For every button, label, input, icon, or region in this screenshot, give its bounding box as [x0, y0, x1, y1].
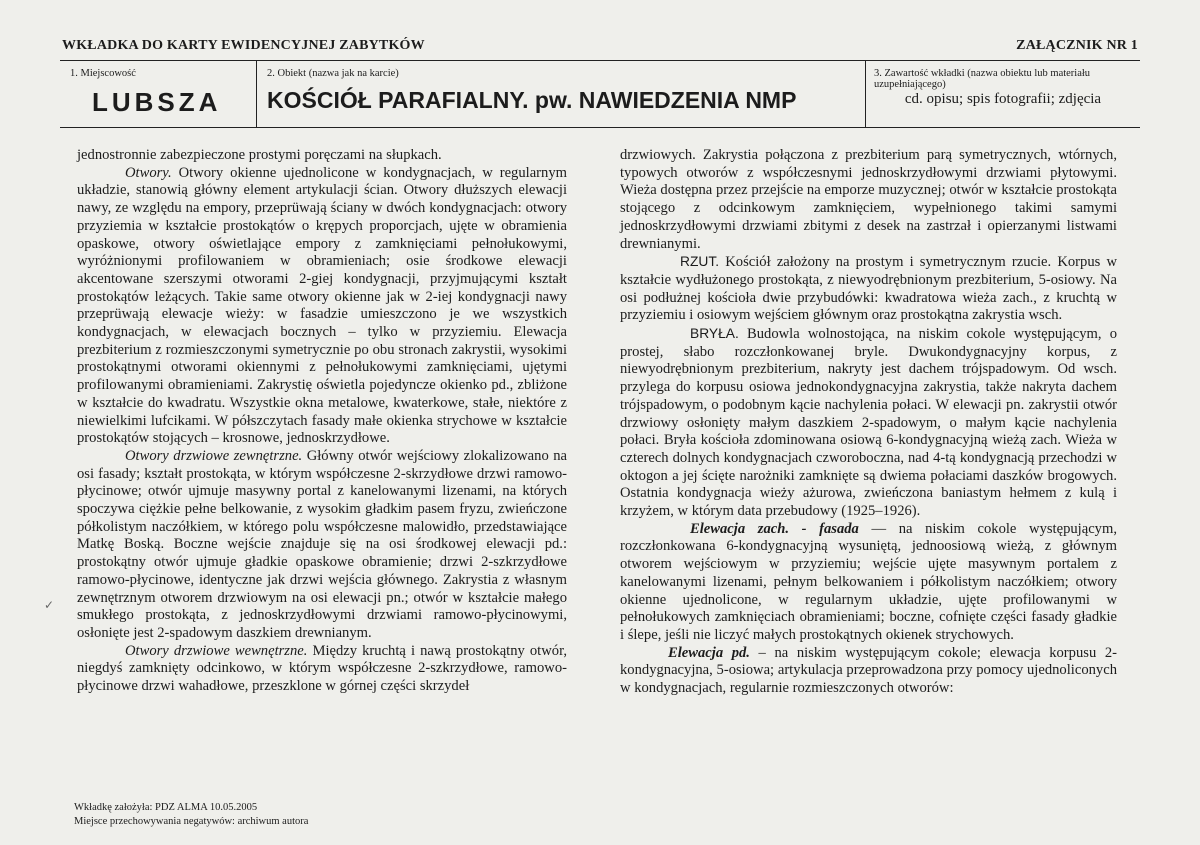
heading-west-facade: Elewacja zach. - fasada — [690, 520, 859, 537]
footer-author: Wkładkę założyła: PDZ ALMA 10.05.2005 — [74, 802, 258, 813]
heading-south-facade: Elewacja pd. — [668, 644, 750, 661]
heading-interior-doors: Otwory drzwiowe wewnętrzne. — [125, 642, 308, 659]
heading-exterior-doors: Otwory drzwiowe zewnętrzne. — [125, 447, 303, 464]
paragraph-railings: jednostronnie zabezpieczone prostymi poręczami na słupkach. — [77, 147, 442, 163]
locality-value: LUBSZA — [92, 87, 222, 117]
right-text-column — [620, 147, 1117, 698]
footer-storage: Miejsce przechowywania negatywów: archiwum autora — [74, 815, 309, 827]
object-label: 2. Obiekt (nazwa jak na karcie) — [267, 68, 399, 79]
left-text-column — [77, 147, 567, 696]
paragraph-exterior-doors: Otwory drzwiowe zewnętrzne. Główny otwór wejściowy zlokalizowano na osi fasady; kształt prostokąta, w którym współczesne 2-skrzydłowe drzwi ramowo-płycinowe; otwór ujmuje masywny portal z kanelowanymi lizenami, na których spoczywa ciężkie pełne belkowanie, z wysokim gładkim pasem fryzu, zwieńczone półkolistym naczółkiem, w którego polu współczesne malowidło, przedstawiające Matkę Boską. Boczne wejście znajduje się na osi środkowej elewacji pd.: prostokątny otwór ujmuje gładkie opaskowe obramienie; drzwi 2-szkrzydłowe ramowo-płycinowe, identyczne jak drzwi wejścia głównego. Zakrystia z własnym zewnętrznym otworem drzwiowym na osi elewacji pn.; otwór w kształcie małego smukłego prostokąta, z jednoskrzydłowymi drzwiami ramowo-płycinowymi, osłonięte jest 2-spadowym daszkiem drewnianym. — [77, 447, 568, 641]
heading-windows: Otwory. — [125, 164, 172, 181]
attachment-number: ZAŁĄCZNIK NR 1 — [1016, 38, 1138, 53]
paragraph-plan: RZUT. Kościół założony na prostym i symetrycznym rzucie. Korpus w kształcie wydłużonego prostokąta, z niewyodrębnionym prezbiterium, 5-osiowy. Na osi podłużnej kościoła dwie przybudówki: kwadratowa wieża zach., z kruchtą w przyziemiu i osiowym wejściem głównym oraz prostokątna zakrystia wsch. — [620, 254, 1117, 324]
footer — [74, 801, 308, 828]
content-value: cd. opisu; spis fotografii; zdjęcia — [904, 91, 1102, 107]
paragraph-massing: BRYŁA. Budowla wolnostojąca, na niskim cokole występującym, o prostej, słabo rozczłonkowanej bryle. Dwukondygnacyjny korpus, z niewyodrębnionym prezbiterium, nakryty jest dachem trójspadowym. Od wsch. przylega do korpusu osiowa jednokondygnacyjna zakrystia, także nakryta dachem trójspadowym, o podobnym kącie nachylenia połaci. W elewacji pn. zakrystii otwór drzwiowy osłonięty małym daszkiem 2-spadowym, o małym kącie nachylenia połaci. Bryła kościoła zdominowana osiową 6-kondygnacyjną wieżą zach. Wieża w czterech dolnych kondygnacjach czworoboczna, nad 4-tą kondygnacją przechodzi w oktogon a jej ścięte narożniki zamknięte są dwiema połaciami daszków brogowych. Ostatnia kondygnacja wieży ażurowa, zwieńczona baniastym hełmem z kulą i krzyżem, w którym data przebudowy (1925–1926). — [620, 326, 1117, 520]
locality-cell — [60, 61, 256, 127]
locality-label: 1. Miejscowość — [70, 68, 136, 79]
content-cell — [866, 61, 1140, 127]
object-value: KOŚCIÓŁ PARAFIALNY. pw. NAWIEDZENIA NMP — [267, 87, 797, 113]
heading-massing: BRYŁA. — [690, 326, 739, 342]
page-header — [62, 34, 1138, 56]
paragraph-south-facade: Elewacja pd. – na niskim występującym cokole; elewacja korpusu 2-kondygnacyjna, 5-osiowa; artykulacja przeprowadzona przy pomocy ujednoliconych w kondygnacjach, regularnie rozmieszczonych otworów: — [620, 644, 1117, 697]
form-title: WKŁADKA DO KARTY EWIDENCYJNEJ ZABYTKÓW — [62, 38, 425, 53]
margin-tick-mark: ✓ — [44, 598, 55, 612]
object-cell — [256, 61, 866, 127]
content-label: 3. Zawartość wkładki (nazwa obiektu lub materiału uzupełniającego) — [874, 68, 1091, 90]
paragraph-interior-doors: Otwory drzwiowe wewnętrzne. Między kruchtą i nawą prostokątny otwór, niegdyś zamknięty odcinkowo, w którym współczesne 2-szkrzydłowe, ramowo-płycinowe drzwi wahadłowe, przeszklone w górnej części skrzydeł — [77, 642, 567, 695]
heading-plan: RZUT. — [680, 254, 720, 270]
header-fields-table — [60, 60, 1140, 128]
paragraph-doors-cont: drzwiowych. Zakrystia połączona z prezbiterium parą symetrycznych, wtórnych, typowych otworów z współczesnymi jednoskrzydłowymi drzwiami płytowymi. Wieża dostępna przez przejście na emporze muzycznej; otwór w kształcie prostokąta stojącego z odcinkowym zamknięciem, wypełnionego takimi samymi jednoskrzydłowymi drzwiami zbitymi z desek na zastrzał i opierzanymi listwami drewnianymi. — [620, 147, 1117, 252]
paragraph-windows: Otwory. Otwory okienne ujednolicone w kondygnacjach, w regularnym układzie, stanowią główny element artykulacji ścian. Otwory dłuższych elewacji nawy, ze względu na empory, przeprüwają ściany w dwóch kondygnacjach: otwory przyziemia w kształcie prostokątów o krępych proporcjach, ujęte w obramienia opaskowe, otwory oświetlające empory z zamknięciami pełnołukowymi, wyróżnionymi profilowaniem w obramieniach; osie środkowe elewacji akcentowane szerszymi otworami 2-giej kondygnacji, przyjmującymi kształt prostokątów leżących. Takie same otwory okienne jak w 2-iej kondygnacji nawy przeprüwają elewacje wieży: w fasadzie umieszczono je we wszystkich kondygnacjach, w elewacjach bocznych – tylko w przyziemiu. Elewacja prezbiterium z rozmieszczonymi symetrycznie po obu stronach zakrystii, wysokimi prostokątnymi otworami okiennymi z pełnołukowymi zamknięciami, ujętymi profilowanymi obramieniami. Zakrystię oświetla pojedyncze okienko pd., zbliżone w kształcie do kwadratu. Wszystkie okna metalowe, kwaterkowe, stałe, niektóre z niewielkimi lufcikami. W półszczytach fasady małe okienka strychowe w kształcie prostokątów stojących – krosnowe, jednoskrzydłowe. — [77, 164, 567, 447]
paragraph-west-facade: Elewacja zach. - fasada — na niskim cokole występującym, rozczłonkowana 6-kondygnacyjną wysuniętą, jednoosiową wieżą, z głównym otworem wejściowym w przyziemiu; wejście ujęte masywnym portalem z kanelowanymi lizenami, pełnym belkowaniem i półkolistym naczółkiem; otwory okienne ujednolicone, w regularnym układzie, ujęte profilowanymi w pełnołukowych zamknięciach obramieniami; boczne, cofnięte części fasady gładkie i ślepe, jeśli nie liczyć małych prostokątnych okienek strychowych. — [620, 520, 1117, 643]
